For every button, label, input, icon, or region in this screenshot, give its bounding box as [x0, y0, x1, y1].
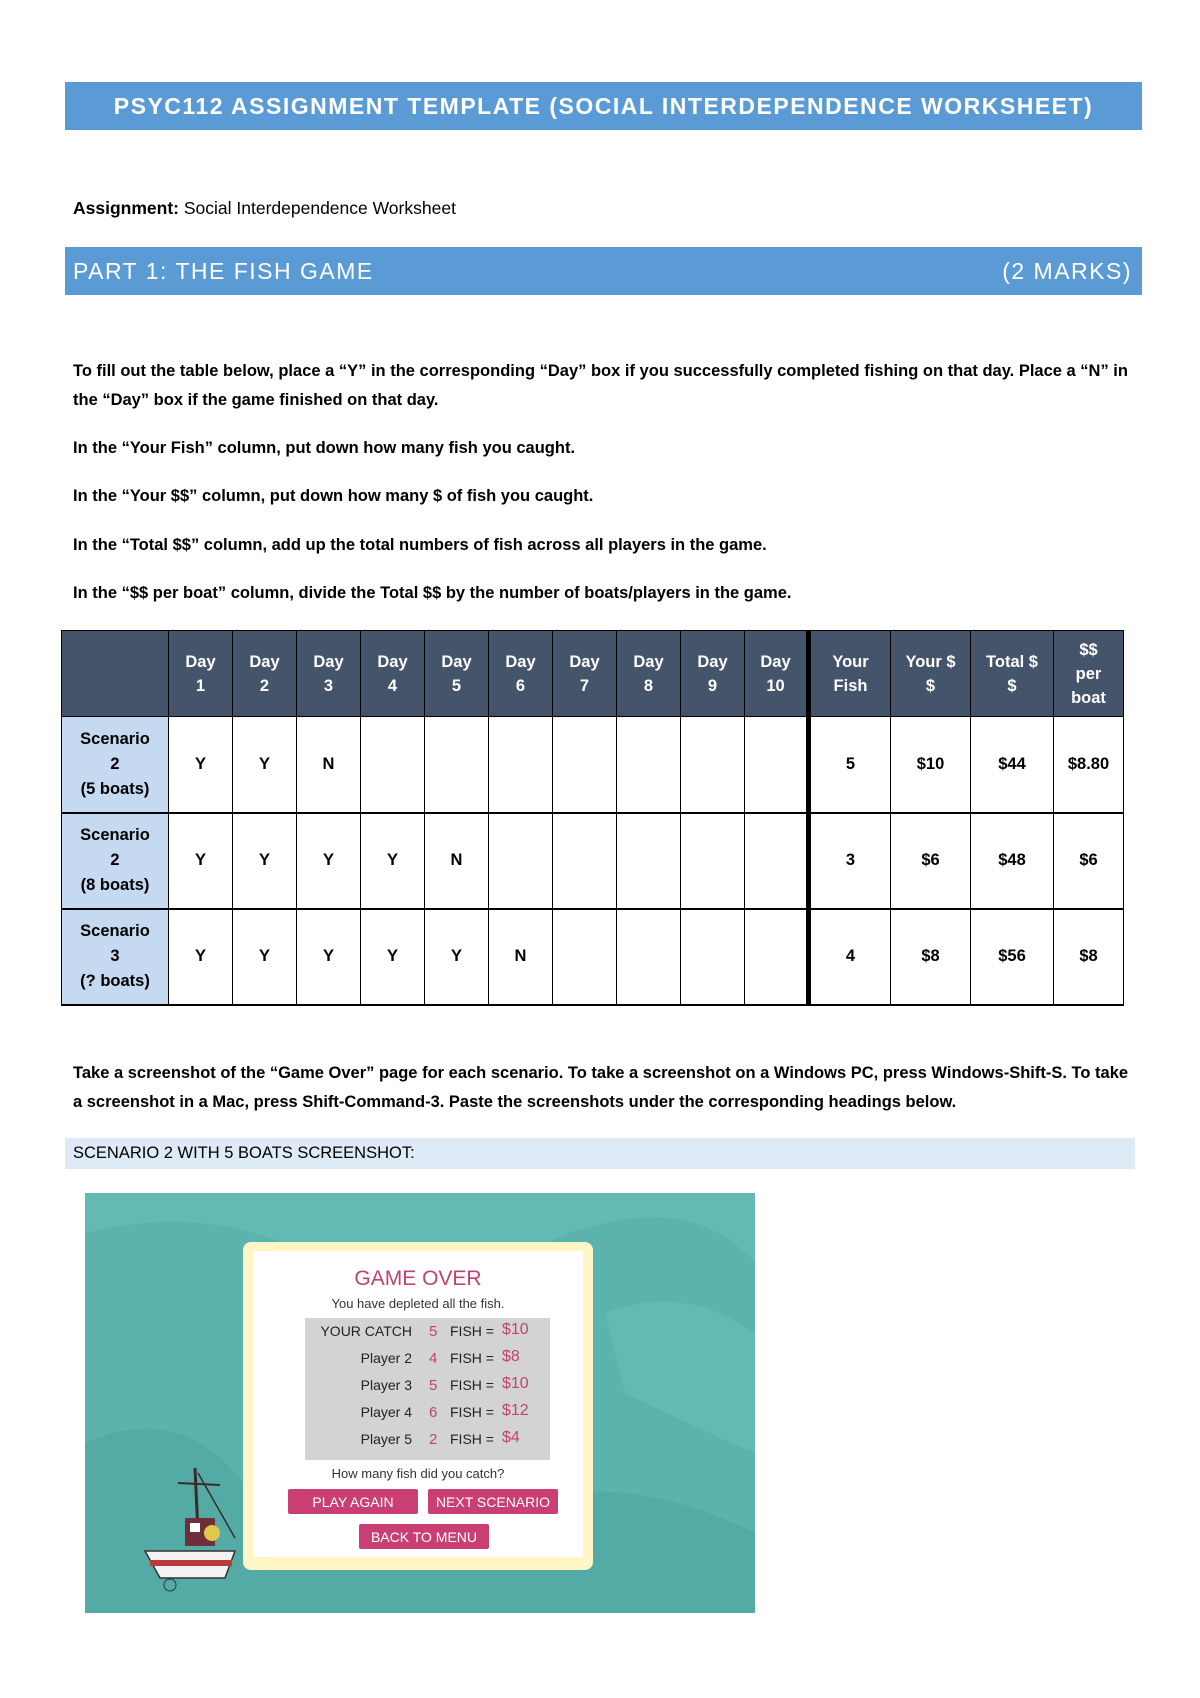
game-over-subtitle: You have depleted all the fish. — [331, 1296, 505, 1311]
table-cell: Y — [233, 717, 297, 813]
player-name: Player 2 — [360, 1350, 412, 1366]
fish-amount: $12 — [502, 1402, 529, 1419]
fish-label: FISH = — [450, 1377, 494, 1393]
table-cell: $56 — [971, 909, 1054, 1005]
table-cell — [745, 717, 809, 813]
scenario-heading: SCENARIO 2 WITH 5 BOATS SCREENSHOT: — [65, 1138, 1135, 1169]
next-scenario-button[interactable]: NEXT SCENARIO — [428, 1489, 558, 1514]
table-cell — [489, 813, 553, 909]
table-cell — [553, 813, 617, 909]
table-cell — [681, 909, 745, 1005]
header-cell: Day 1 — [169, 631, 233, 717]
instruction-paragraph: In the “Your Fish” column, put down how many fish you caught. — [73, 439, 576, 457]
fish-label: FISH = — [450, 1431, 494, 1447]
header-cell: Day 3 — [297, 631, 361, 717]
table-cell: $6 — [891, 813, 971, 909]
scenario-label-cell: Scenario 3 (? boats) — [62, 909, 169, 1005]
fish-amount: $10 — [502, 1321, 529, 1338]
fish-amount: $8 — [502, 1348, 520, 1365]
score-row — [305, 1426, 550, 1454]
header-cell: Day 2 — [233, 631, 297, 717]
fish-label: FISH = — [450, 1404, 494, 1420]
player-name: YOUR CATCH — [320, 1323, 412, 1339]
header-cell: Day 7 — [553, 631, 617, 717]
fish-amount: $10 — [502, 1375, 529, 1392]
header-cell: Day 8 — [617, 631, 681, 717]
header-cell: Day 6 — [489, 631, 553, 717]
table-cell: Y — [361, 909, 425, 1005]
header-cell: $$ per boat — [1054, 631, 1124, 717]
instruction-paragraph: In the “Your $$” column, put down how many $ of fish you caught. — [73, 487, 594, 505]
part1-marks: (2 MARKS) — [1002, 257, 1132, 284]
fish-count: 2 — [429, 1431, 438, 1448]
table-cell: N — [489, 909, 553, 1005]
table-row — [62, 909, 1124, 1005]
fishing-boat-icon — [140, 1463, 250, 1593]
table-header-row — [62, 631, 1124, 717]
table-cell: $8.80 — [1054, 717, 1124, 813]
table-cell — [617, 813, 681, 909]
score-row — [305, 1318, 550, 1346]
header-cell: Total $ $ — [971, 631, 1054, 717]
fish-count: 6 — [429, 1404, 438, 1421]
table-row — [62, 813, 1124, 909]
table-cell — [361, 717, 425, 813]
table-cell: $8 — [891, 909, 971, 1005]
table-cell: $6 — [1054, 813, 1124, 909]
game-over-screenshot — [85, 1193, 755, 1613]
player-name: Player 5 — [360, 1431, 412, 1447]
table-cell: Y — [297, 813, 361, 909]
table-cell — [745, 909, 809, 1005]
table-cell: $48 — [971, 813, 1054, 909]
table-cell — [617, 717, 681, 813]
table-cell: 5 — [809, 717, 891, 813]
table-cell — [681, 813, 745, 909]
header-cell: Your Fish — [809, 631, 891, 717]
table-cell: Y — [169, 909, 233, 1005]
back-to-menu-button[interactable]: BACK TO MENU — [359, 1524, 489, 1549]
screenshot-instructions: Take a screenshot of the “Game Over” page for each scenario. To take a screenshot on a Windows PC, press Windows-Shift-S. To take a screenshot in a Mac, press Shift-Command-3. Paste the screenshots under the corresponding headings below. — [73, 1064, 1129, 1111]
header-cell: Day 4 — [361, 631, 425, 717]
scenario-label-cell: Scenario 2 (8 boats) — [62, 813, 169, 909]
table-row — [62, 717, 1124, 813]
fish-amount: $4 — [502, 1429, 520, 1446]
assignment-label: Assignment: — [73, 198, 179, 218]
table-cell: Y — [425, 909, 489, 1005]
fish-label: FISH = — [450, 1323, 494, 1339]
fish-label: FISH = — [450, 1350, 494, 1366]
table-cell: Y — [297, 909, 361, 1005]
table-cell: N — [425, 813, 489, 909]
header-cell: Day 10 — [745, 631, 809, 717]
instruction-paragraph: In the “Total $$” column, add up the total numbers of fish across all players in the game. — [73, 536, 767, 554]
table-cell — [425, 717, 489, 813]
fish-count: 5 — [429, 1377, 438, 1394]
fish-game-table — [61, 630, 1124, 1006]
score-row — [305, 1399, 550, 1427]
catch-question: How many fish did you catch? — [331, 1466, 505, 1481]
score-box — [305, 1318, 550, 1460]
play-again-button[interactable]: PLAY AGAIN — [288, 1489, 418, 1514]
table-cell — [489, 717, 553, 813]
table-cell: Y — [169, 813, 233, 909]
table-cell: Y — [233, 813, 297, 909]
header-cell: Day 5 — [425, 631, 489, 717]
table-cell — [553, 909, 617, 1005]
header-cell: Your $ $ — [891, 631, 971, 717]
header-cell-empty — [62, 631, 169, 717]
fish-count: 4 — [429, 1350, 438, 1367]
part1-title: PART 1: THE FISH GAME — [73, 257, 374, 284]
table-cell — [553, 717, 617, 813]
table-cell: Y — [233, 909, 297, 1005]
fish-count: 5 — [429, 1323, 438, 1340]
table-cell: Y — [169, 717, 233, 813]
table-cell — [681, 717, 745, 813]
player-name: Player 4 — [360, 1404, 412, 1420]
table-cell: 3 — [809, 813, 891, 909]
game-over-card — [243, 1242, 593, 1570]
table-cell — [745, 813, 809, 909]
scenario-label-cell: Scenario 2 (5 boats) — [62, 717, 169, 813]
part1-heading — [65, 247, 1142, 295]
score-row — [305, 1345, 550, 1373]
assignment-value: Social Interdependence Worksheet — [183, 198, 456, 218]
table-cell — [617, 909, 681, 1005]
header-cell: Day 9 — [681, 631, 745, 717]
table-cell: $8 — [1054, 909, 1124, 1005]
table-cell: $10 — [891, 717, 971, 813]
player-name: Player 3 — [360, 1377, 412, 1393]
assignment-line — [73, 198, 456, 219]
instruction-paragraph: In the “$$ per boat” column, divide the Total $$ by the number of boats/players in the game. — [73, 584, 792, 602]
document-title: PSYC112 ASSIGNMENT TEMPLATE (SOCIAL INTERDEPENDENCE WORKSHEET) — [65, 82, 1142, 130]
table-cell: $44 — [971, 717, 1054, 813]
game-over-title: GAME OVER — [354, 1267, 482, 1290]
table-cell: Y — [361, 813, 425, 909]
score-row — [305, 1372, 550, 1400]
instruction-paragraph: To fill out the table below, place a “Y” in the corresponding “Day” box if you successfully completed fishing on that day. Place a “N” in the “Day” box if the game finished on that day. — [73, 362, 1128, 409]
table-cell: 4 — [809, 909, 891, 1005]
table-cell: N — [297, 717, 361, 813]
